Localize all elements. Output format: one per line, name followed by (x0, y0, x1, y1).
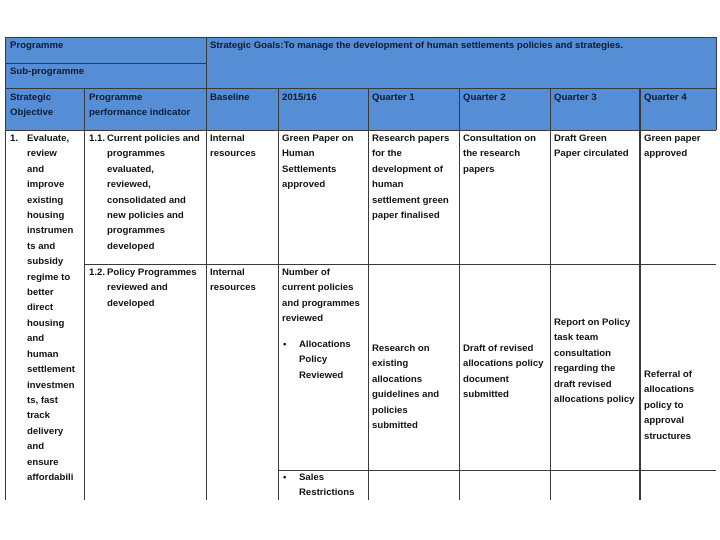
grid-line (206, 37, 207, 500)
target: Number of current policies and programmes reviewed (282, 267, 360, 325)
col-header-baseline: Baseline (210, 92, 250, 103)
col-header-objective: Strategic Objective (10, 92, 54, 119)
bullet: • (283, 472, 287, 483)
grid-line (716, 37, 717, 130)
grid-line (368, 88, 369, 500)
q3-target: Draft Green Paper circulated (554, 133, 629, 160)
grid-line (84, 88, 85, 500)
baseline: Internal resources (210, 267, 256, 294)
grid-line (459, 88, 460, 500)
grid-line (639, 88, 641, 500)
q2-target: Consultation on the research papers (463, 133, 537, 175)
objective-number: 1. (10, 133, 19, 144)
grid-line (5, 88, 716, 89)
col-header-q2: Quarter 2 (463, 92, 506, 103)
q2-target: Draft of revised allocations policy document submitted (463, 343, 544, 401)
q4-target: Referral of allocations policy to approval structures (644, 369, 695, 442)
sub-target-label: Sales Restrictions (299, 472, 355, 499)
indicator-text: Current policies and programmes evaluated, reviewed, consolidated and new policies and programmes developed (107, 133, 200, 252)
q1-target: Research on existing allocations guidelines and policies submitted (372, 343, 440, 432)
col-header-q3: Quarter 3 (554, 92, 597, 103)
sub-programme-label: Sub-programme (10, 66, 85, 77)
indicator-text: Policy Programmes reviewed and developed (107, 267, 197, 309)
programme-label: Programme (10, 40, 64, 51)
indicator-number: 1.1. (89, 133, 106, 144)
sub-target-label: Allocations Policy Reviewed (299, 339, 351, 381)
col-header-indicator: Programme performance indicator (89, 92, 191, 119)
target: Green Paper on Human Settlements approved (282, 133, 354, 191)
col-header-q4: Quarter 4 (644, 92, 687, 103)
grid-line (550, 88, 551, 500)
q1-target: Research papers for the development of human settlement green paper finalised (372, 133, 450, 222)
baseline: Internal resources (210, 133, 256, 160)
indicator-number: 1.2. (89, 267, 106, 278)
grid-line (5, 37, 6, 500)
col-header-target: 2015/16 (282, 92, 317, 103)
q4-target: Green paper approved (644, 133, 701, 160)
strategic-goals: Strategic Goals:To manage the development of human settlements policies and strategies. (210, 40, 623, 51)
q3-target: Report on Policy task team consultation regarding the draft revised allocations policy (554, 317, 635, 406)
objective-text: Evaluate, review and improve existing housing instrumen ts and subsidy regime to better direct housing and human settlement investmen ts, fast track delivery and ensure affordabili (27, 133, 75, 483)
bullet: • (283, 339, 287, 350)
col-header-q1: Quarter 1 (372, 92, 415, 103)
grid-line (278, 88, 279, 500)
